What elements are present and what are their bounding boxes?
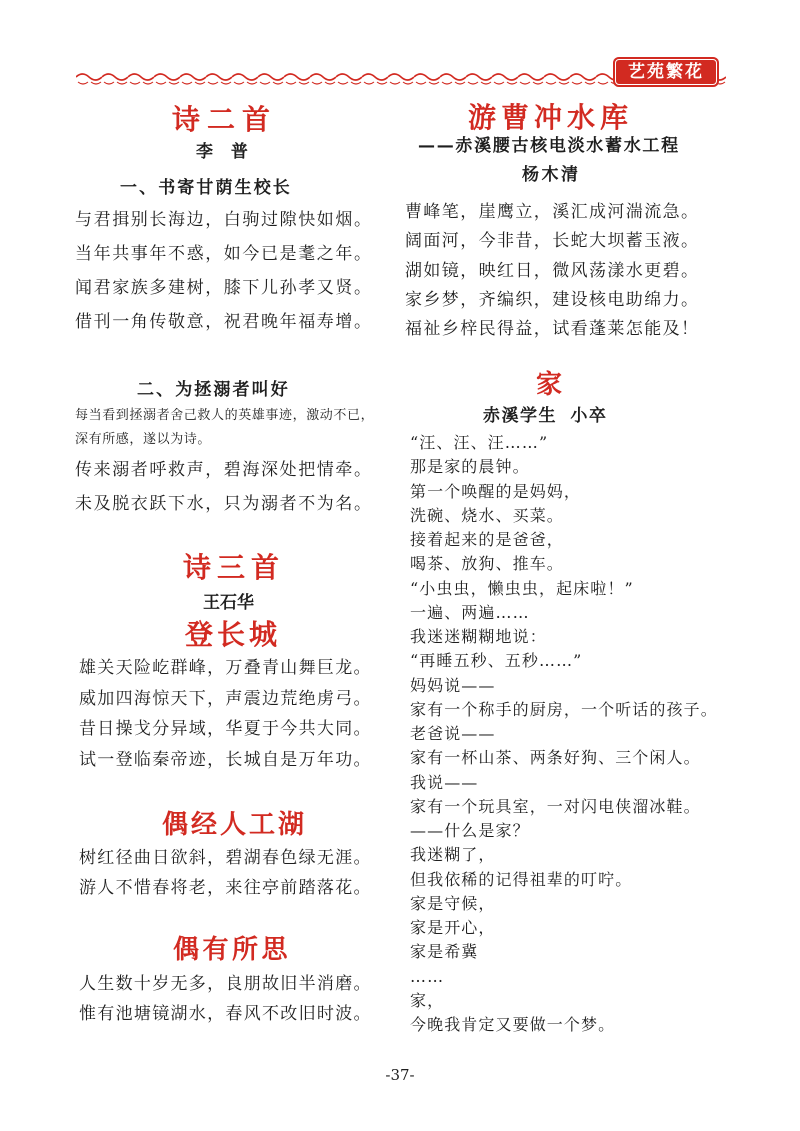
- group2-poem2-body: [79, 843, 372, 903]
- verse-line: 我说——: [410, 772, 479, 792]
- verse-line: 家有一个玩具室，一对闪电侠溜冰鞋。: [410, 796, 701, 816]
- preface-line: 每当看到拯溺者舍己救人的英雄事迹，激动不已，: [75, 408, 375, 423]
- verse-line: 今晚我肯定又要做一个梦。: [410, 1015, 616, 1034]
- group1-author: 李 普: [196, 142, 248, 162]
- verse-line: 雄关天险屹群峰，万叠青山舞巨龙。: [79, 658, 372, 678]
- verse-line: 昔日操戈分异域，华夏于今共大同。: [79, 719, 372, 740]
- verse-line: 家是守候，: [410, 893, 496, 913]
- right-poem1-title: 游曹冲水库: [468, 101, 634, 134]
- verse-line: “再睡五秒、五秒……”: [410, 651, 583, 671]
- verse-line: “小虫虫，懒虫虫，起床啦！”: [410, 578, 634, 598]
- group2-poem1-body: [79, 653, 372, 775]
- verse-line: ……: [410, 966, 445, 986]
- verse-line: 家是开心，: [410, 918, 496, 937]
- right-poem2-body: [410, 431, 718, 1037]
- verse-line: 湖如镜，映红日，微风荡漾水更碧。: [405, 260, 700, 281]
- right-poem1-body: [405, 198, 699, 344]
- group1-poem2-subtitle: 二、为拯溺者叫好: [137, 380, 290, 400]
- verse-line: 树红径曲日欲斜，碧湖春色绿无涯。: [79, 848, 372, 868]
- verse-line: 未及脱衣跃下水，只为溺者不为名。: [75, 494, 373, 514]
- verse-line: 家，: [410, 990, 445, 1010]
- verse-line: 家有一杯山茶、两条好狗、三个闲人。: [410, 748, 701, 768]
- verse-line: 家乡梦，齐编织，建设核电助绵力。: [405, 289, 700, 310]
- section-badge: [613, 57, 719, 87]
- verse-line: “汪、汪、汪……”: [410, 433, 549, 452]
- group1-poem1-subtitle: 一、书寄甘荫生校长: [120, 178, 292, 198]
- group1-poem2-preface: [75, 404, 374, 452]
- preface-line: 深有所感，遂以为诗。: [75, 432, 212, 447]
- verse-line: 借刊一角传敬意，祝君晚年福寿增。: [75, 312, 373, 332]
- page-number: -37-: [385, 1066, 415, 1084]
- verse-line: 家是希冀: [410, 942, 479, 962]
- verse-line: 第一个唤醒的是妈妈，: [410, 481, 582, 501]
- verse-line: 老爸说——: [410, 724, 496, 743]
- verse-line: 威加四海惊天下，声震边荒绝虏弓。: [79, 688, 372, 709]
- right-poem2-author: 赤溪学生 小卒: [483, 406, 608, 426]
- group2-poem3-body: [79, 969, 372, 1029]
- verse-line: 但我依稀的记得祖辈的叮咛。: [410, 869, 633, 889]
- group1-poem2-body: [75, 453, 373, 521]
- verse-line: 当年共事年不惑，如今已是耄之年。: [75, 244, 373, 264]
- right-poem1-author: 杨木清: [522, 165, 581, 185]
- verse-line: 人生数十岁无多，良朋故旧半消磨。: [79, 974, 372, 994]
- verse-line: 闻君家族多建树，膝下儿孙孝又贤。: [75, 278, 373, 298]
- verse-line: 我迷糊了，: [410, 845, 496, 865]
- verse-line: 游人不惜春将老，来往亭前踏落花。: [79, 878, 372, 898]
- verse-line: 传来溺者呼救声，碧海深处把情牵。: [75, 460, 373, 480]
- verse-line: ——什么是家？: [410, 821, 530, 840]
- verse-line: 喝茶、放狗、推车。: [410, 554, 564, 574]
- verse-line: 妈妈说——: [410, 675, 496, 695]
- verse-line: 与君揖别长海边，白驹过隙快如烟。: [75, 210, 373, 230]
- group2-poem3-title: 偶有所思: [173, 935, 292, 965]
- verse-line: 一遍、两遍……: [410, 602, 530, 622]
- section-badge-label: 艺苑繁花: [628, 62, 704, 82]
- right-poem1-subtitle: ——赤溪腰古核电淡水蓄水工程: [418, 136, 680, 156]
- group2-poem2-title: 偶经人工湖: [162, 810, 308, 840]
- verse-line: 阔面河，今非昔，长蛇大坝蓄玉液。: [405, 231, 700, 252]
- verse-line: 洗碗、烧水、买菜。: [410, 505, 564, 525]
- group1-title: 诗二首: [172, 103, 278, 136]
- verse-line: 试一登临秦帝迹，长城自是万年功。: [79, 749, 372, 770]
- group1-poem1-body: [75, 203, 373, 339]
- verse-line: 我迷迷糊糊地说：: [410, 627, 547, 646]
- verse-line: 福祉乡梓民得益，试看蓬莱怎能及！: [405, 319, 700, 340]
- verse-line: 惟有池塘镜湖水，春风不改旧时波。: [79, 1004, 372, 1024]
- verse-line: 接着起来的是爸爸，: [410, 530, 564, 549]
- verse-line: 家有一个称手的厨房，一个听话的孩子。: [410, 699, 718, 719]
- verse-line: 那是家的晨钟。: [410, 457, 530, 477]
- verse-line: 曹峰笔，崖鹰立，溪汇成河湍流急。: [405, 202, 700, 222]
- group2-title: 诗三首: [183, 551, 286, 584]
- group2-author: 王石华: [203, 593, 254, 613]
- right-poem2-title: 家: [536, 370, 563, 400]
- group2-poem1-title: 登长城: [185, 618, 282, 651]
